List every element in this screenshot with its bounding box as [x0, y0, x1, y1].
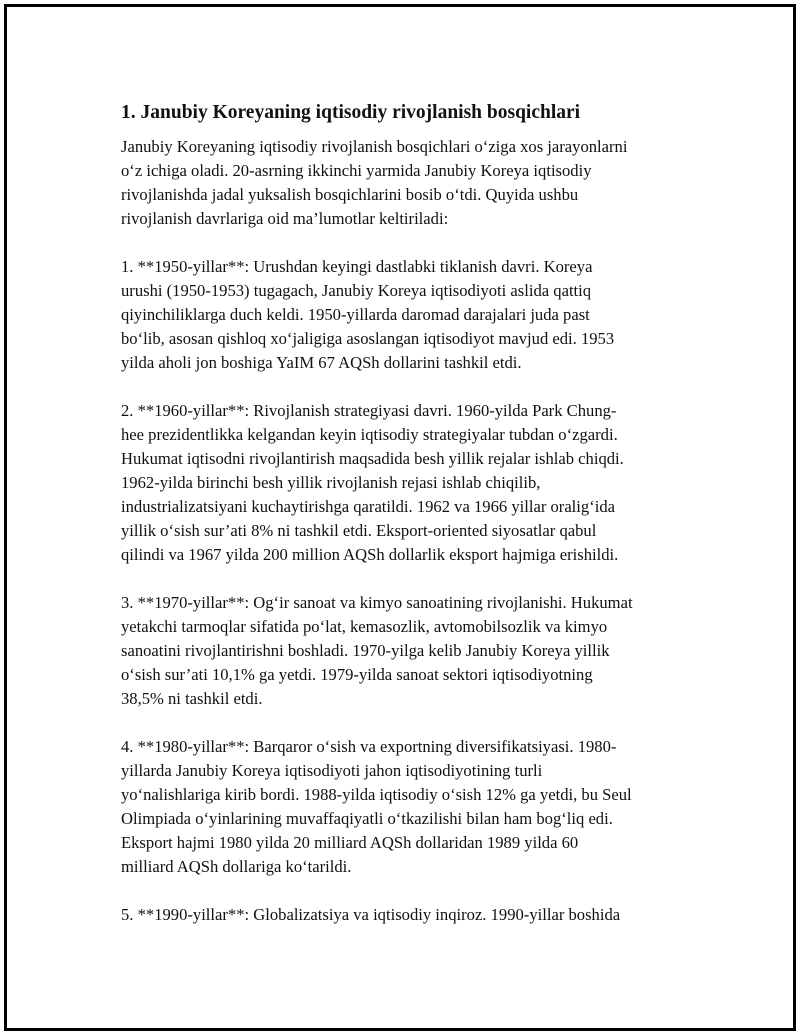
text-line: Eksport hajmi 1980 yilda 20 milliard AQSh dollaridan 1989 yilda 60: [121, 833, 579, 852]
text-line: rivojlanishda jadal yuksalish bosqichlarini bosib o‘tdi. Quyida ushbu: [121, 185, 579, 204]
paragraph-1990s: [121, 903, 681, 927]
text-line: o‘sish sur’ati 10,1% ga yetdi. 1979-yilda sanoat sektori iqtisodiyotning: [121, 665, 593, 684]
text-line: o‘z ichiga oladi. 20-asrning ikkinchi yarmida Janubiy Koreya iqtisodiy: [121, 161, 592, 180]
text-line: yetakchi tarmoqlar sifatida po‘lat, kemasozlik, avtomobilsozlik va kimyo: [121, 617, 608, 636]
paragraph-1960s: [121, 399, 681, 567]
text-line: yillarda Janubiy Koreya iqtisodiyoti jahon iqtisodiyotining turli: [121, 761, 543, 780]
paragraph-1970s: [121, 591, 681, 711]
text-line: bo‘lib, asosan qishloq xo‘jaligiga asoslangan iqtisodiyot mavjud edi. 1953: [121, 329, 615, 348]
page-frame: [4, 4, 796, 1031]
text-line: yillik o‘sish sur’ati 8% ni tashkil etdi. Eksport-oriented siyosatlar qabul: [121, 521, 597, 540]
text-line: sanoatini rivojlantirishni boshladi. 1970-yilga kelib Janubiy Koreya yillik: [121, 641, 610, 660]
intro-paragraph: [121, 135, 681, 231]
text-line: urushi (1950-1953) tugagach, Janubiy Koreya iqtisodiyoti aslida qattiq: [121, 281, 592, 300]
text-line: 1962-yilda birinchi besh yillik rivojlanish rejasi ishlab chiqilib,: [121, 473, 541, 492]
text-line: Olimpiada o‘yinlarining muvaffaqiyatli o‘tkazilishi bilan ham bog‘liq edi.: [121, 809, 613, 828]
text-line: 1. **1950-yillar**: Urushdan keyingi dastlabki tiklanish davri. Koreya: [121, 257, 593, 276]
text-line: Janubiy Koreyaning iqtisodiy rivojlanish bosqichlari o‘ziga xos jarayonlarni: [121, 137, 628, 156]
document-body: [121, 99, 681, 951]
text-line: Hukumat iqtisodni rivojlantirish maqsadida besh yillik rejalar ishlab chiqdi.: [121, 449, 624, 468]
section-heading: 1. Janubiy Koreyaning iqtisodiy rivojlanish bosqichlari: [121, 102, 581, 123]
text-line: 3. **1970-yillar**: Og‘ir sanoat va kimyo sanoatining rivojlanishi. Hukumat: [121, 593, 633, 612]
text-line: yilda aholi jon boshiga YaIM 67 AQSh dollarini tashkil etdi.: [121, 353, 522, 372]
text-line: yo‘nalishlariga kirib bordi. 1988-yilda iqtisodiy o‘sish 12% ga yetdi, bu Seul: [121, 785, 632, 804]
text-line: 2. **1960-yillar**: Rivojlanish strategiyasi davri. 1960-yilda Park Chung-: [121, 401, 617, 420]
text-line: 4. **1980-yillar**: Barqaror o‘sish va exportning diversifikatsiyasi. 1980-: [121, 737, 617, 756]
text-line: qilindi va 1967 yilda 200 million AQSh dollarlik eksport hajmiga erishildi.: [121, 545, 619, 564]
paragraph-1980s: [121, 735, 681, 879]
text-line: 5. **1990-yillar**: Globalizatsiya va iqtisodiy inqiroz. 1990-yillar boshida: [121, 905, 621, 924]
text-line: 38,5% ni tashkil etdi.: [121, 689, 263, 708]
paragraph-1950s: [121, 255, 681, 375]
text-line: hee prezidentlikka kelgandan keyin iqtisodiy strategiyalar tubdan o‘zgardi.: [121, 425, 618, 444]
text-line: industrializatsiyani kuchaytirishga qaratildi. 1962 va 1966 yillar oralig‘ida: [121, 497, 615, 516]
text-line: milliard AQSh dollariga ko‘tarildi.: [121, 857, 352, 876]
text-line: rivojlanish davrlariga oid ma’lumotlar keltiriladi:: [121, 209, 449, 228]
text-line: qiyinchiliklarga duch keldi. 1950-yillarda daromad darajalari juda past: [121, 305, 590, 324]
